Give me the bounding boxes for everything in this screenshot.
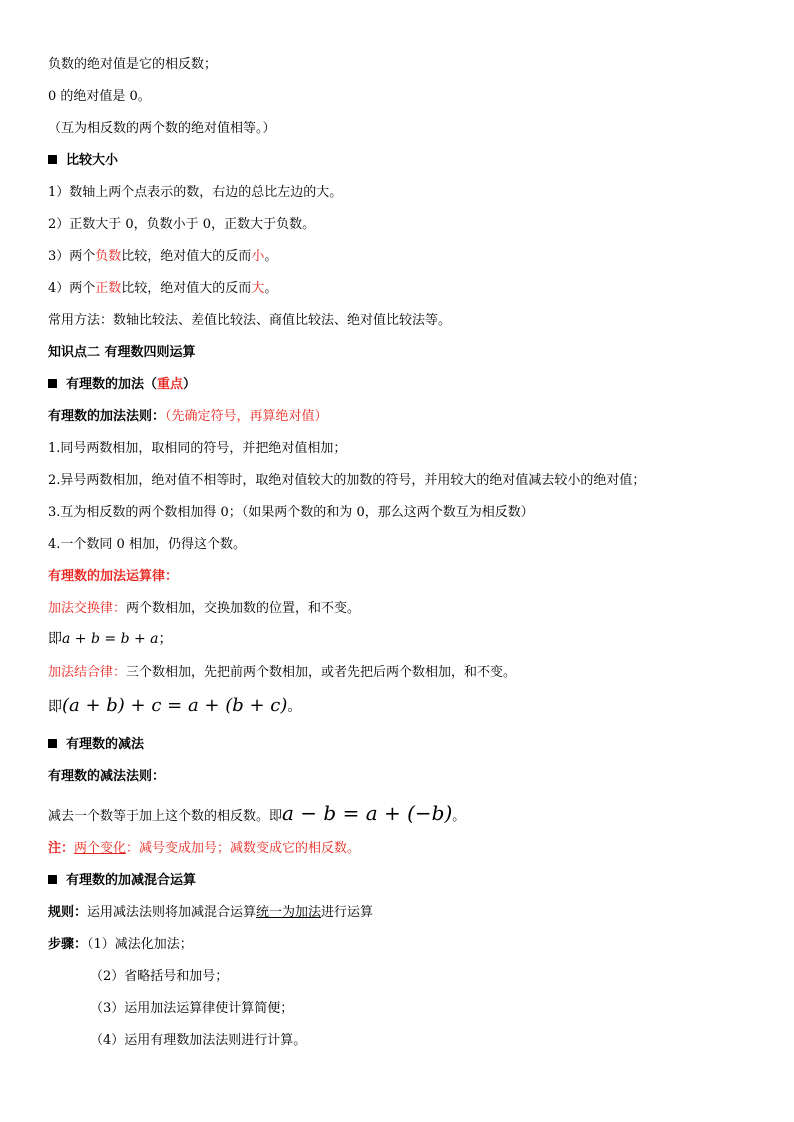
highlight-text: 加法结合律： xyxy=(48,665,127,680)
text: 。 xyxy=(452,809,466,824)
step-item: （4）运用有理数加法法则进行计算。 xyxy=(90,1033,307,1048)
text-line xyxy=(48,280,277,298)
text: 。 xyxy=(264,249,278,264)
highlight-text: 小 xyxy=(251,249,265,264)
heading-text: ） xyxy=(183,377,197,392)
highlight-text: 正数 xyxy=(95,281,122,296)
text: 即 xyxy=(48,631,62,647)
text-line xyxy=(48,600,360,618)
formula-line xyxy=(48,800,465,830)
section-heading xyxy=(48,152,118,170)
text-line: 负数的绝对值是它的相反数； xyxy=(48,57,218,72)
note-label: 注： xyxy=(48,841,75,856)
formula-line xyxy=(48,693,301,720)
text: ：减号变成加号；减数变成它的相反数。 xyxy=(126,841,361,856)
highlight-text: 重点 xyxy=(157,377,184,392)
section-heading xyxy=(48,736,144,754)
text-line xyxy=(48,936,193,954)
text-line: 3.互为相反数的两个数相加得 0；（如果两个数的和为 0，那么这两个数互为相反数） xyxy=(48,505,534,520)
step-item: （2）省略括号和加号； xyxy=(90,969,229,984)
note-line xyxy=(48,840,360,858)
knowledge-point-heading: 知识点二 有理数四则运算 xyxy=(48,345,196,360)
text-line: 0 的绝对值是 0。 xyxy=(48,89,151,104)
text: 运用减法法则将加减混合运算 xyxy=(87,905,257,920)
text: 。 xyxy=(287,699,302,715)
square-bullet-icon xyxy=(48,875,57,884)
text-line: 1.同号两数相加，取相同的符号，并把绝对值相加； xyxy=(48,441,347,456)
text-line: 2）正数大于 0，负数小于 0，正数大于负数。 xyxy=(48,217,316,232)
square-bullet-icon xyxy=(48,155,57,164)
heading-text: 有理数的加减混合运算 xyxy=(66,873,197,888)
underlined-text: 两个变化 xyxy=(74,841,127,856)
text: 即 xyxy=(48,699,62,715)
text-line: 2.异号两数相加，绝对值不相等时，取绝对值较大的加数的符号，并用较大的绝对值减去较小的绝对值； xyxy=(48,473,646,488)
text: 进行运算 xyxy=(321,905,374,920)
subheading: 有理数的加法运算律： xyxy=(48,569,179,584)
text-line: 常用方法：数轴比较法、差值比较法、商值比较法、绝对值比较法等。 xyxy=(48,313,452,328)
highlight-text: 大 xyxy=(251,281,265,296)
highlight-text: （先确定符号，再算绝对值） xyxy=(165,409,328,424)
heading-text: 有理数的加法（ xyxy=(66,377,158,392)
section-heading xyxy=(48,872,196,890)
subheading: 有理数的加法法则： xyxy=(48,409,166,424)
text: 比较，绝对值大的反而 xyxy=(121,281,252,296)
text-line xyxy=(48,408,328,426)
text: 3）两个 xyxy=(48,249,96,264)
subheading: 有理数的减法法则： xyxy=(48,769,166,784)
formula: a + b = b + a xyxy=(62,631,159,647)
square-bullet-icon xyxy=(48,379,57,388)
text: 减去一个数等于加上这个数的相反数。即 xyxy=(48,809,283,824)
text-line xyxy=(48,664,516,682)
text: 。 xyxy=(264,281,278,296)
highlight-text: 负数 xyxy=(95,249,122,264)
text-line: 1）数轴上两个点表示的数，右边的总比左边的大。 xyxy=(48,185,343,200)
underlined-text: 统一为加法 xyxy=(256,905,322,920)
heading-text: 比较大小 xyxy=(66,153,119,168)
formula-line xyxy=(48,630,173,648)
formula: (a + b) + c = a + (b + c) xyxy=(62,695,288,716)
text: 三个数相加，先把前两个数相加，或者先把后两个数相加，和不变。 xyxy=(126,665,517,680)
step-item: （3）运用加法运算律使计算简便； xyxy=(90,1001,294,1016)
text: 4）两个 xyxy=(48,281,96,296)
highlight-text: 加法交换律： xyxy=(48,601,127,616)
text: 两个数相加，交换加数的位置，和不变。 xyxy=(126,601,361,616)
text-line: （互为相反数的两个数的绝对值相等。） xyxy=(48,121,276,136)
text-line xyxy=(48,248,277,266)
text-line xyxy=(48,904,373,922)
label: 规则： xyxy=(48,905,88,920)
text-line: 4.一个数同 0 相加，仍得这个数。 xyxy=(48,537,246,552)
section-heading xyxy=(48,376,196,394)
step-item: （1）减法化加法； xyxy=(87,937,193,952)
label: 步骤： xyxy=(48,937,88,952)
text: ； xyxy=(158,631,173,647)
square-bullet-icon xyxy=(48,739,57,748)
heading-text: 有理数的减法 xyxy=(66,737,145,752)
formula: a − b = a + (−b) xyxy=(282,801,453,825)
text: 比较，绝对值大的反而 xyxy=(121,249,252,264)
